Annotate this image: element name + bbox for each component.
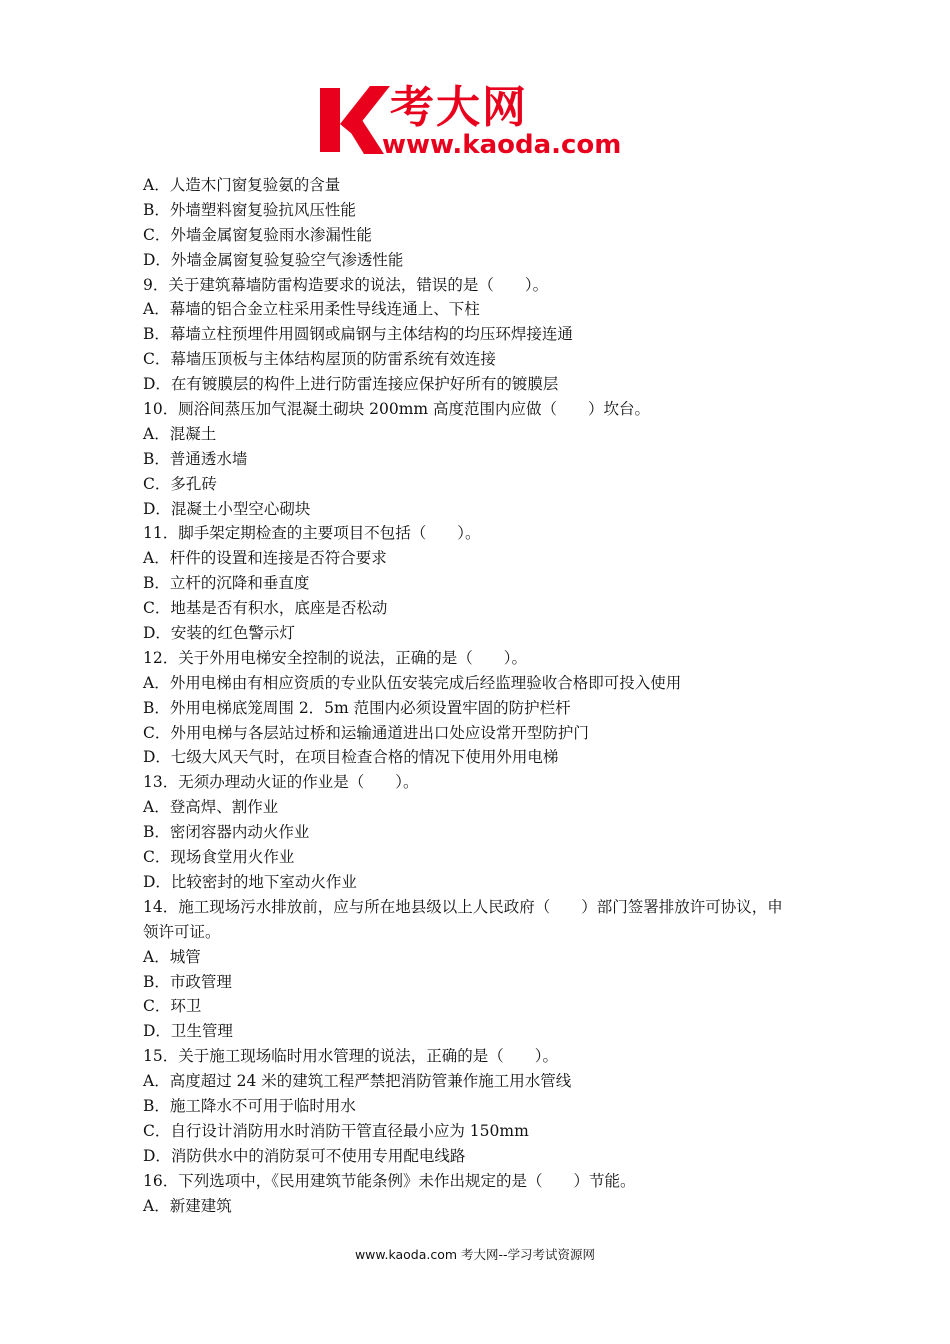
kaoda-logo xyxy=(318,80,638,160)
text-line: B．外墙塑料窗复验抗风压性能 xyxy=(143,200,356,219)
logo-brand-text: 考大网 xyxy=(390,82,528,133)
text-line: A．新建建筑 xyxy=(143,1196,232,1215)
text-line: A．幕墙的铝合金立柱采用柔性导线连通上、下柱 xyxy=(143,300,480,319)
text-line: C．外墙金属窗复验雨水渗漏性能 xyxy=(143,225,372,244)
text-line: C．自行设计消防用水时消防干管直径最小应为 150mm xyxy=(143,1121,529,1140)
question-stem: 9．关于建筑幕墙防雷构造要求的说法，错误的是（ ）。 xyxy=(143,275,549,294)
question-stem: 15．关于施工现场临时用水管理的说法，正确的是（ ）。 xyxy=(143,1047,558,1066)
text-line: 领许可证。 xyxy=(143,922,221,941)
logo-url-text: www.kaoda.com xyxy=(382,130,622,160)
text-line: A．杆件的设置和连接是否符合要求 xyxy=(143,549,387,568)
question-stem: 16．下列选项中，《民用建筑节能条例》未作出规定的是（ ）节能。 xyxy=(143,1171,636,1190)
text-line: D．卫生管理 xyxy=(143,1022,233,1041)
question-stem: 14．施工现场污水排放前，应与所在地县级以上人民政府（ ）部门签署排放许可协议，申 xyxy=(143,897,783,916)
text-line: B．普通透水墙 xyxy=(143,449,248,468)
text-line: D．比较密封的地下室动火作业 xyxy=(143,872,357,891)
question-stem: 10．厕浴间蒸压加气混凝土砌块 200mm 高度范围内应做（ ）坎台。 xyxy=(143,400,651,419)
text-line: C．现场食堂用火作业 xyxy=(143,848,295,867)
text-line: C．外用电梯与各层站过桥和运输通道进出口处应设常开型防护门 xyxy=(143,723,589,742)
text-line: A．登高焊、割作业 xyxy=(143,798,279,817)
question-text xyxy=(143,173,823,1218)
text-line: D．安装的红色警示灯 xyxy=(143,624,295,643)
text-line: D．消防供水中的消防泵可不使用专用配电线路 xyxy=(143,1146,466,1165)
text-line: D．在有镀膜层的构件上进行防雷连接应保护好所有的镀膜层 xyxy=(143,375,559,394)
page-footer: www.kaoda.com 考大网--学习考试资源网 xyxy=(354,1247,596,1262)
text-line: B．密闭容器内动火作业 xyxy=(143,823,310,842)
question-stem: 12．关于外用电梯安全控制的说法，正确的是（ ）。 xyxy=(143,648,527,667)
text-line: B．外用电梯底笼周围 2．5m 范围内必须设置牢固的防护栏杆 xyxy=(143,698,571,717)
text-line: A．高度超过 24 米的建筑工程严禁把消防管兼作施工用水管线 xyxy=(143,1072,572,1091)
text-line: B．立杆的沉降和垂直度 xyxy=(143,574,310,593)
text-line: B．施工降水不可用于临时用水 xyxy=(143,1096,356,1115)
text-line: C．环卫 xyxy=(143,997,202,1016)
text-line: D．七级大风天气时，在项目检查合格的情况下使用外用电梯 xyxy=(143,748,559,767)
question-stem: 11．脚手架定期检查的主要项目不包括（ ）。 xyxy=(143,524,481,543)
text-line: A．人造木门窗复验氨的含量 xyxy=(143,176,341,194)
text-line: C．多孔砖 xyxy=(143,474,217,493)
text-line: A．城管 xyxy=(143,947,201,966)
text-line: C．地基是否有积水，底座是否松动 xyxy=(143,599,388,618)
text-line: A．混凝土 xyxy=(143,424,217,443)
text-line: C．幕墙压顶板与主体结构屋顶的防雷系统有效连接 xyxy=(143,350,496,369)
text-line: D．混凝土小型空心砌块 xyxy=(143,499,311,518)
question-stem: 13．无须办理动火证的作业是（ ）。 xyxy=(143,773,419,792)
text-line: B．市政管理 xyxy=(143,972,232,991)
text-line: D．外墙金属窗复验复验空气渗透性能 xyxy=(143,250,404,269)
text-line: B．幕墙立柱预埋件用圆钢或扁钢与主体结构的均压环焊接连通 xyxy=(143,325,573,344)
text-line: A．外用电梯由有相应资质的专业队伍安装完成后经监理验收合格即可投入使用 xyxy=(143,673,682,692)
